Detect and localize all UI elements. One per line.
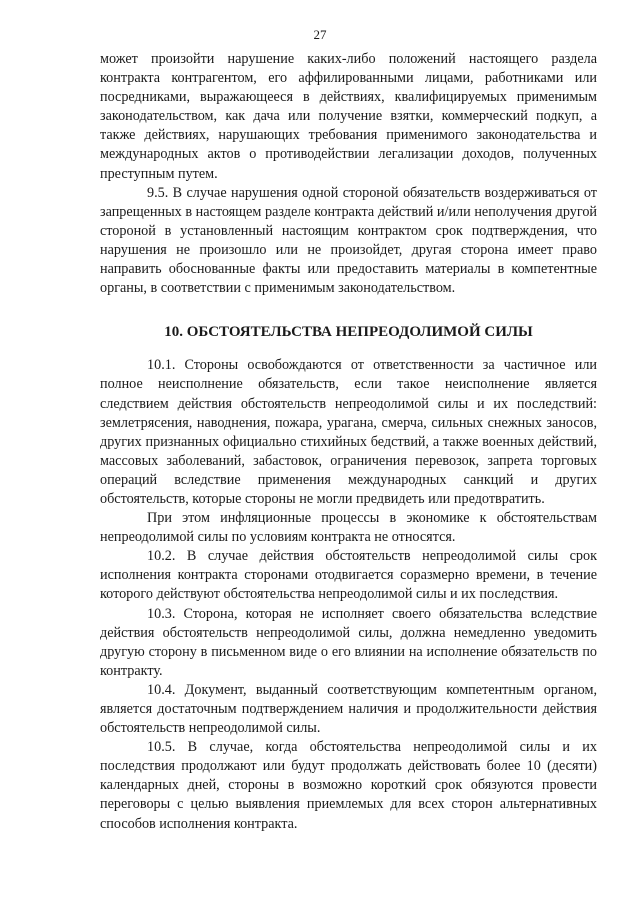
paragraph-9-5: 9.5. В случае нарушения одной стороной обязательств воздерживаться от запрещенных в настоящем разделе контракта действий и/или неполучения другой стороной в установленный настоящим контрактом срок подтверждения, что нарушения не произошло или не произойдет, другая сторона имеет право направить обоснованные факты или предоставить материалы в компетентные органы, в соответствии с применимым законодательством. [100, 184, 597, 297]
paragraph-inflation-note: При этом инфляционные процессы в экономике к обстоятельствам непреодолимой силы по условиям контракта не относятся. [100, 510, 597, 546]
paragraph-10-3: 10.3. Сторона, которая не исполняет своего обязательства вследствие действия обстоятельств непреодолимой силы, должна немедленно уведомить другую сторону в письменном виде о его влиянии на исполнение обязательств по контракту. [100, 605, 597, 679]
paragraph-10-1: 10.1. Стороны освобождаются от ответственности за частичное или полное неисполнение обязательств, если такое неисполнение является следствием действия обстоятельств непреодолимой силы и их последствий: землетрясения, наводнения, пожара, урагана, смерча, сильных снежных заносов, других признанных официально стихийных бедствий, а также военных действий, массовых заболеваний, забастовок, ограничения перевозок, запрета торговых операций вследствие применения международных санкций и других обстоятельств, которые стороны не могли предвидеть или предотвратить. [100, 357, 597, 507]
paragraph-10-4: 10.4. Документ, выданный соответствующим компетентным органом, является достаточным подтверждением наличия и продолжительности действия обстоятельств непреодолимой силы. [100, 681, 597, 737]
paragraph-10-2: 10.2. В случае действия обстоятельств непреодолимой силы срок исполнения контракта сторонами отодвигается соразмерно времени, в течение которого действуют обстоятельства непреодолимой силы и их последствия. [100, 548, 597, 603]
paragraph-10-5: 10.5. В случае, когда обстоятельства непреодолимой силы и их последствия продолжают или будут продолжать действовать более 10 (десяти) календарных дней, стороны в возможно короткий срок обязуются провести переговоры с целью выявления приемлемых для всех сторон альтернативных способов исполнения контракта. [100, 739, 597, 832]
page-number: 27 [313, 27, 327, 42]
paragraph-continuation: может произойти нарушение каких-либо положений настоящего раздела контракта контрагентом, его аффилированными лицами, работниками или посредниками, выражающееся в действиях, квалифицируемых применимым законодательством, как дача или получение взятки, коммерческий подкуп, а также действиях, нарушающих требования применимого законодательства и международных актов о противодействии легализации доходов, полученных преступным путем. [100, 51, 597, 182]
section-heading: 10. ОБСТОЯТЕЛЬСТВА НЕПРЕОДОЛИМОЙ СИЛЫ [164, 324, 533, 341]
document-body [100, 50, 597, 834]
